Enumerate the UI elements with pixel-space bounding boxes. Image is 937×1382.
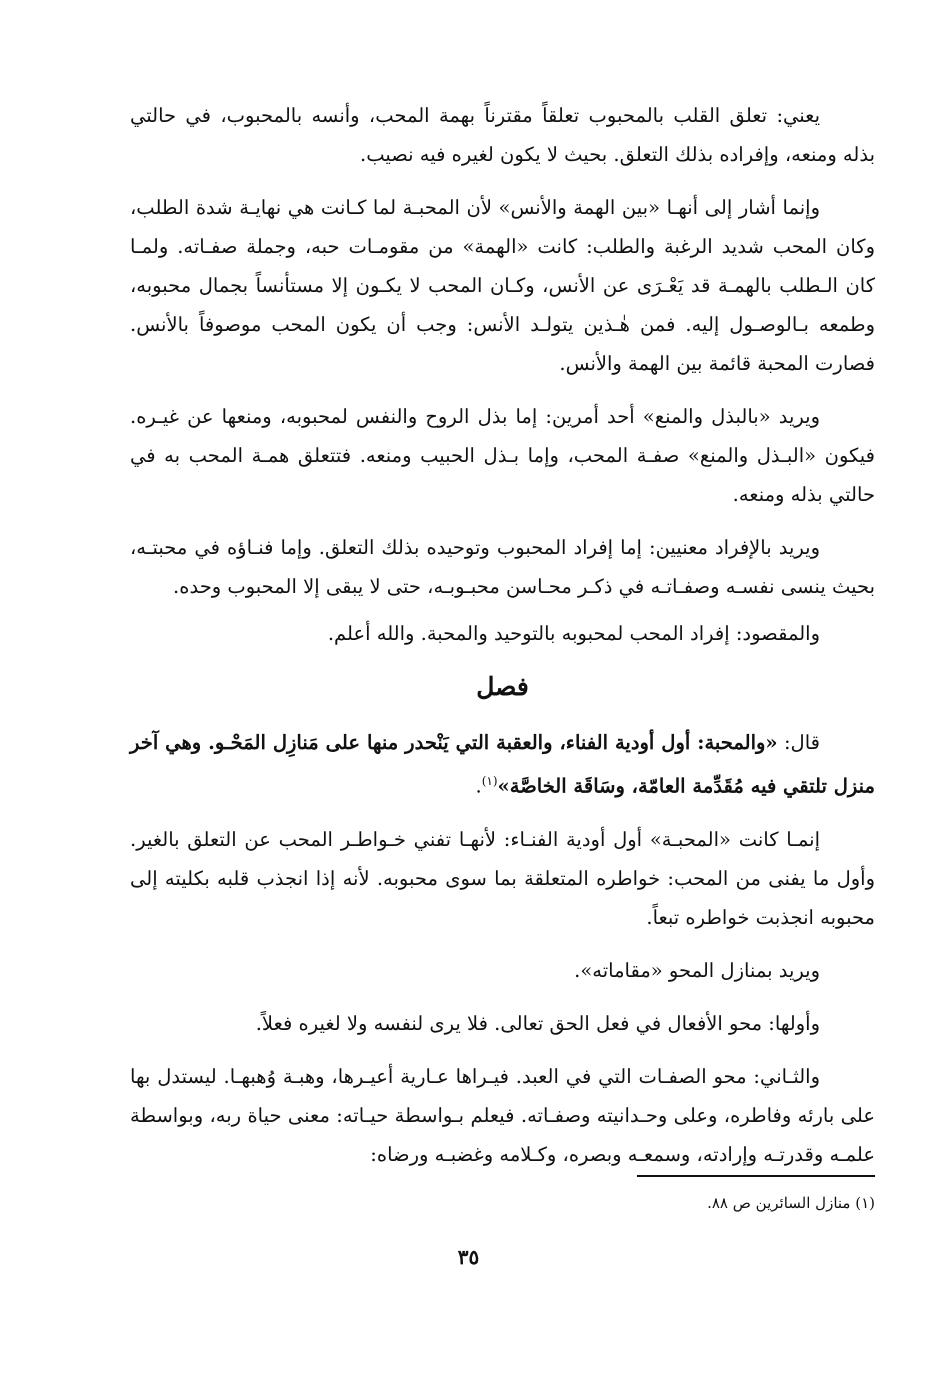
paragraph-9: والثـاني: محو الصفـات التي في العبد. فيـراها عـارية أعيـرها، وهبـة وُهبهـا. ليستدل بها على بارئه وفاطره، وعلى وحـدانيته وصفـاته. فيعلم بـواسطة حيـاته: معنى حياة ربه، وبواسطة علمـه وقدرتـه وإرادته، وسمعـه وبصره، وكـلامه وغضبـه ورضاه: [130, 1064, 875, 1166]
quote-paragraph [130, 723, 875, 806]
page-number: ٣٥ [457, 1245, 480, 1269]
paragraph-4: ويريد بالإفراد معنيين: إما إفراد المحبوب وتوحيده بذلك التعلق. وإما فنـاؤه في محبتـه، بحيث ينسى نفسـه وصفـاتـه في ذكـر محـاسن محبـوبـه، حتى لا يبقى إلا المحبوب وحده. [130, 536, 875, 598]
footnote-reference: (١) [481, 774, 498, 788]
quote-text: «والمحبة: أول أودية الفناء، والعقبة التي يَنْحدر منها على مَنازِل المَحْـو. وهي آخر منزل تلتقي فيه مُقَدِّمة العامّة، وسَاقَة الخاصَّة» [130, 731, 875, 798]
paragraph-6: إنمـا كانت «المحبـة» أول أودية الفنـاء: لأنهـا تفني خـواطـر المحب عن التعلق بالغير. وأول ما يفنى من المحب: خواطره المتعلقة بما سوى محبوبه. لأنه إذا انجذب قلبه بكليته إلى محبوبه انجذبت خواطره تبعاً. [130, 827, 875, 929]
section-title: فصل [476, 672, 529, 701]
paragraph-7: ويريد بمنازل المحو «مقاماته». [574, 958, 820, 982]
paragraph-2: وإنما أشار إلى أنهـا «بين الهمة والأنس» لأن المحبـة لما كـانت هي نهايـة شدة الطلب، وكان المحب شديد الرغبة والطلب: كانت «الهمة» من مقومـات حبه، وجملة صفـاته. ولمـا كان الـطلب بالهمـة قد يَعْـرَى عن الأنس، وكـان المحب لا يكـون إلا مستأنساً بجمال محبوبه، وطمعه بـالوصـول إليه. فمن هٰـذين يتولـد الأنس: وجب أن يكون المحب موصوفاً بالأنس. فصارت المحبة قائمة بين الهمة والأنس. [130, 196, 875, 375]
quote-end: . [475, 774, 482, 798]
footnote-divider [637, 1175, 875, 1177]
page-body [130, 96, 875, 1188]
paragraph-3: ويريد «بالبذل والمنع» أحد أمرين: إما بذل الروح والنفس لمحبوبه، ومنعها عن غيـره. فيكون «البـذل والمنع» صفـة المحب، وإما بـذل الحبيب ومنعه. فتتعلق همـة المحب به في حالتي بذله ومنعه. [130, 405, 875, 506]
paragraph-1: يعني: تعلق القلب بالمحبوب تعلقاً مقترناً بهمة المحب، وأنسه بالمحبوب، في حالتي بذله ومنعه، وإفراده بذلك التعلق. بحيث لا يكون لغيره فيه نصيب. [130, 104, 875, 166]
quote-lead: قال: [777, 731, 820, 754]
paragraph-5: والمقصود: إفراد المحب لمحبوبه بالتوحيد والمحبة. والله أعلم. [327, 622, 820, 645]
paragraph-8: وأولها: محو الأفعال في فعل الحق تعالى. فلا يرى لنفسه ولا لغيره فعلاً. [255, 1011, 820, 1035]
footnote: (١) منازل السائرين ص ٨٨. [707, 1194, 875, 1212]
